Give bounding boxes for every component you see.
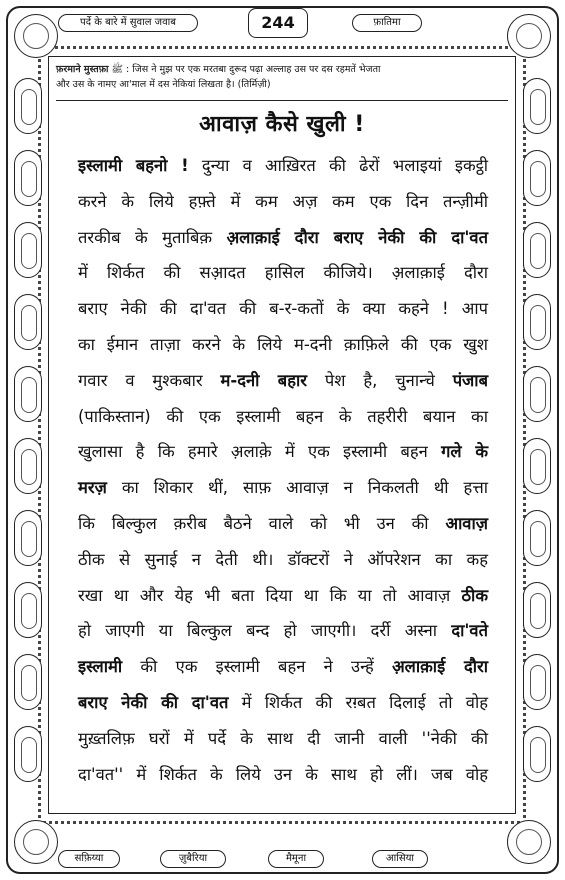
page-title: आवाज़ कैसे खुली ! bbox=[199, 112, 365, 137]
text-segment: करने के लिये हफ़्ते में कम अज़ कम एक दिन तन्ज़ीमी bbox=[78, 191, 488, 211]
body-line bbox=[78, 399, 488, 435]
body-line bbox=[78, 542, 488, 578]
side-medallion-left bbox=[14, 510, 42, 566]
body-line bbox=[78, 685, 488, 721]
side-medallion-left bbox=[14, 222, 42, 278]
side-medallion-right bbox=[523, 438, 551, 494]
text-segment: (पाकिस्तान) की एक इस्लामी बहन के तहरीरी बयान का bbox=[78, 406, 488, 426]
text-segment: की एक इस्लामी बहन ने उन्हें bbox=[122, 657, 393, 677]
body-line bbox=[78, 363, 488, 399]
body-line bbox=[78, 148, 488, 184]
text-segment: बराए नेकी की दा'वत की ब-र-कतों के क्या कहने ! आप bbox=[78, 299, 488, 319]
bold-phrase: अ़लाक़ाई दौरा बराए नेकी की दा'वत bbox=[226, 227, 488, 247]
bold-phrase: इस्लामी बहनो ! bbox=[78, 156, 189, 175]
text-segment: का ईमान ताज़ा करने के लिये म-दनी क़ाफ़िले की एक खुश bbox=[78, 334, 488, 354]
header-left-cartouche: पर्दे के बारे में सुवाल जवाब bbox=[58, 14, 198, 32]
body-line bbox=[78, 184, 488, 220]
side-medallion-right bbox=[523, 294, 551, 350]
hadith-line2: और उस के नामए आ'माल में दस नेकियां लिखता है। (तिर्मिज़ी) bbox=[56, 79, 271, 90]
side-medallion-left bbox=[14, 294, 42, 350]
body-paragraph bbox=[78, 148, 488, 792]
text-segment: में शिर्कत की सआ़दत हासिल कीजिये। अ़लाक़ाई दौरा bbox=[78, 263, 488, 283]
bold-phrase: इस्लामी bbox=[78, 657, 123, 677]
body-line bbox=[78, 578, 488, 614]
body-line bbox=[78, 291, 488, 327]
corner-medallion-top-right bbox=[507, 14, 551, 58]
text-segment: गवार व मुश्कबार bbox=[78, 370, 221, 390]
bold-phrase: म-दनी बहार bbox=[220, 370, 307, 390]
body-line bbox=[78, 506, 488, 542]
side-medallion-right bbox=[523, 510, 551, 566]
bold-phrase: ठीक bbox=[461, 585, 488, 605]
bold-phrase: बराए नेकी की दा'वत bbox=[78, 692, 229, 712]
text-segment: मुख़्तलिफ़ घरों में पर्दे के साथ दी जानी वाली ''नेकी की bbox=[78, 728, 488, 748]
hadith-line1: ﷺ : जिस ने मुझ पर एक मरतबा दुरूद पढ़ा अल्लाह उस पर दस रहमतें भेजता bbox=[111, 64, 381, 75]
side-medallion-left bbox=[14, 78, 42, 134]
corner-medallion-top-left bbox=[14, 14, 58, 58]
bold-phrase: दा'वते bbox=[451, 621, 488, 641]
bold-phrase: गले के bbox=[441, 442, 488, 462]
body-line bbox=[78, 649, 488, 685]
side-medallion-right bbox=[523, 654, 551, 710]
footer-cartouche-3: मैमूना bbox=[268, 850, 324, 868]
text-segment: तरकीब के मुताबिक़ bbox=[78, 227, 227, 247]
text-segment: का शिकार थीं, साफ़ आवाज़ न निकलती थी हत्ता bbox=[106, 478, 488, 498]
bold-phrase: पंजाब bbox=[452, 370, 488, 390]
footer-cartouche-4: आसिया bbox=[372, 850, 428, 868]
side-medallion-right bbox=[523, 726, 551, 782]
footer-cartouche-2: ज़ुबैरिया bbox=[160, 850, 226, 868]
text-segment: हो जाएगी या बिल्कुल बन्द हो जाएगी। दर्री अस्ना bbox=[78, 621, 452, 641]
side-medallion-right bbox=[523, 582, 551, 638]
text-segment: रखा था और येह भी बता दिया था कि या तो आवाज़ bbox=[78, 585, 462, 605]
text-segment: पेश है, चुनान्चे bbox=[307, 370, 453, 390]
text-segment: कि बिल्कुल क़रीब बैठने वाले को भी उन की bbox=[78, 513, 446, 533]
body-line bbox=[78, 327, 488, 363]
body-line bbox=[78, 613, 488, 649]
text-segment: ठीक से सुनाई न देती थी। डॉक्टरों ने ऑपरेशन का कह bbox=[78, 549, 488, 569]
side-medallion-left bbox=[14, 366, 42, 422]
bold-phrase: आवाज़ bbox=[445, 513, 488, 533]
side-medallion-left bbox=[14, 582, 42, 638]
body-line bbox=[78, 757, 488, 793]
side-medallion-right bbox=[523, 366, 551, 422]
text-segment: खुलासा है कि हमारे अ़लाक़े में एक इस्लामी बहन bbox=[78, 442, 442, 462]
page-number: 244 bbox=[248, 8, 308, 38]
text-segment: दा'वत'' में शिर्कत के लिये उन के साथ हो लीं। जब वोह bbox=[78, 764, 488, 784]
side-medallion-right bbox=[523, 78, 551, 134]
side-medallion-right bbox=[523, 222, 551, 278]
header-right-cartouche: फ़ातिमा bbox=[352, 14, 422, 32]
corner-medallion-bottom-right bbox=[507, 820, 551, 864]
text-segment: दुन्या व आख़िरत की ढेरों भलाइयां इकट्ठी bbox=[188, 156, 488, 175]
body-line bbox=[78, 220, 488, 256]
corner-medallion-bottom-left bbox=[14, 820, 58, 864]
hadith-label: फ़रमाने मुस्तफ़ा bbox=[56, 64, 109, 75]
body-line bbox=[78, 434, 488, 470]
text-segment: में शिर्कत की रग़्बत दिलाई तो वोह bbox=[228, 692, 488, 712]
bold-phrase: अ़लाक़ाई दौरा bbox=[392, 657, 488, 677]
hadith-box bbox=[56, 62, 508, 101]
bold-phrase: मरज़ bbox=[78, 478, 107, 498]
footer-cartouche-1: सफ़िय्या bbox=[58, 850, 120, 868]
side-medallion-right bbox=[523, 150, 551, 206]
body-line bbox=[78, 255, 488, 291]
body-line bbox=[78, 470, 488, 506]
side-medallion-left bbox=[14, 150, 42, 206]
side-medallion-left bbox=[14, 438, 42, 494]
side-medallion-left bbox=[14, 726, 42, 782]
side-medallion-left bbox=[14, 654, 42, 710]
body-line bbox=[78, 721, 488, 757]
